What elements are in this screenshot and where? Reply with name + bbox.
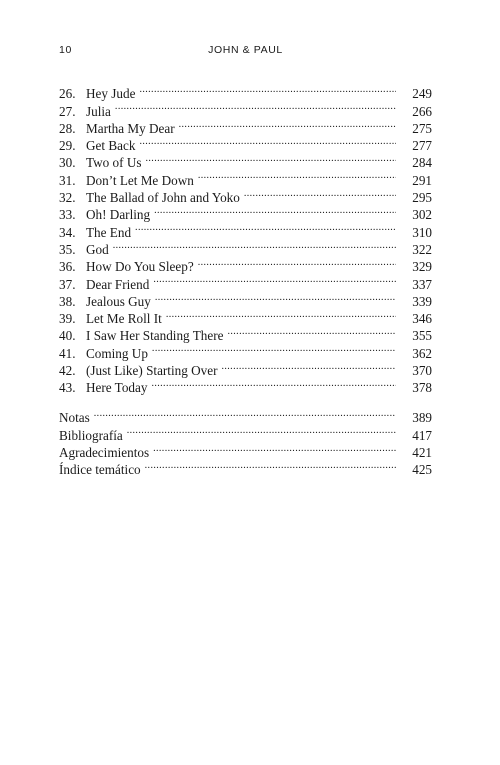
entry-title: The Ballad of John and Yoko bbox=[86, 190, 240, 206]
toc-chapter-entry bbox=[59, 81, 432, 102]
running-head bbox=[59, 44, 432, 60]
chapter-number: 33. bbox=[59, 207, 76, 223]
entry-page-number: 322 bbox=[412, 241, 432, 257]
entry-title: Bibliografía bbox=[59, 427, 123, 443]
entry-page-number: 417 bbox=[412, 427, 432, 443]
dot-leader bbox=[153, 440, 396, 457]
entry-title: Notas bbox=[59, 410, 90, 426]
entry-page-number: 284 bbox=[412, 155, 432, 171]
chapter-number: 34. bbox=[59, 224, 76, 240]
entry-page-number: 362 bbox=[412, 345, 432, 361]
entry-page-number: 425 bbox=[412, 462, 432, 478]
dot-leader bbox=[113, 237, 396, 254]
dot-leader bbox=[155, 289, 396, 306]
dot-leader bbox=[179, 116, 396, 133]
chapter-number: 43. bbox=[59, 380, 76, 396]
entry-page-number: 421 bbox=[412, 444, 432, 460]
entry-title: Jealous Guy bbox=[86, 293, 151, 309]
entry-page-number: 337 bbox=[412, 276, 432, 292]
entry-page-number: 310 bbox=[412, 224, 432, 240]
entry-title: Don’t Let Me Down bbox=[86, 172, 194, 188]
chapter-list bbox=[59, 81, 432, 396]
entry-page-number: 370 bbox=[412, 363, 432, 379]
chapter-number: 38. bbox=[59, 293, 76, 309]
entry-title: Hey Jude bbox=[86, 86, 136, 102]
entry-page-number: 302 bbox=[412, 207, 432, 223]
chapter-number: 29. bbox=[59, 138, 76, 154]
entry-title: Let Me Roll It bbox=[86, 311, 162, 327]
entry-title: Julia bbox=[86, 103, 111, 119]
chapter-number: 26. bbox=[59, 86, 76, 102]
entry-page-number: 329 bbox=[412, 259, 432, 275]
toc-backmatter-entry bbox=[59, 405, 432, 426]
chapter-number: 42. bbox=[59, 363, 76, 379]
dot-leader bbox=[154, 202, 396, 219]
toc-backmatter-entry bbox=[59, 422, 432, 443]
entry-title: Índice temático bbox=[59, 462, 141, 478]
dot-leader bbox=[127, 422, 396, 439]
entry-page-number: 295 bbox=[412, 190, 432, 206]
entry-page-number: 275 bbox=[412, 120, 432, 136]
chapter-number: 28. bbox=[59, 120, 76, 136]
chapter-number: 35. bbox=[59, 241, 76, 257]
entry-title: The End bbox=[86, 224, 132, 240]
dot-leader bbox=[166, 306, 396, 323]
book-title: JOHN & PAUL bbox=[208, 44, 283, 56]
toc-chapter-entry bbox=[59, 254, 432, 275]
entry-title: Dear Friend bbox=[86, 276, 150, 292]
entry-title: (Just Like) Starting Over bbox=[86, 363, 218, 379]
entry-page-number: 389 bbox=[412, 410, 432, 426]
entry-title: I Saw Her Standing There bbox=[86, 328, 224, 344]
chapter-number: 40. bbox=[59, 328, 76, 344]
entry-title: Two of Us bbox=[86, 155, 142, 171]
page-number: 10 bbox=[59, 44, 72, 56]
entry-page-number: 355 bbox=[412, 328, 432, 344]
dot-leader bbox=[227, 323, 396, 340]
dot-leader bbox=[139, 81, 396, 98]
entry-title: Oh! Darling bbox=[86, 207, 151, 223]
entry-title: Here Today bbox=[86, 380, 148, 396]
entry-page-number: 378 bbox=[412, 380, 432, 396]
entry-title: Agradecimientos bbox=[59, 444, 150, 460]
backmatter-list bbox=[59, 405, 432, 478]
dot-leader bbox=[152, 340, 396, 357]
entry-page-number: 346 bbox=[412, 311, 432, 327]
chapter-number: 39. bbox=[59, 311, 76, 327]
chapter-number: 27. bbox=[59, 103, 76, 119]
entry-page-number: 266 bbox=[412, 103, 432, 119]
entry-page-number: 291 bbox=[412, 172, 432, 188]
dot-leader bbox=[94, 405, 396, 422]
entry-title: Get Back bbox=[86, 138, 136, 154]
chapter-number: 32. bbox=[59, 190, 76, 206]
dot-leader bbox=[146, 150, 397, 167]
entry-title: Coming Up bbox=[86, 345, 148, 361]
dot-leader bbox=[221, 358, 396, 375]
dot-leader bbox=[198, 167, 396, 184]
toc-chapter-entry bbox=[59, 98, 432, 119]
chapter-number: 37. bbox=[59, 276, 76, 292]
entry-title: Martha My Dear bbox=[86, 120, 175, 136]
dot-leader bbox=[139, 133, 396, 150]
chapter-number: 41. bbox=[59, 345, 76, 361]
dot-leader bbox=[153, 271, 396, 288]
entry-page-number: 249 bbox=[412, 86, 432, 102]
dot-leader bbox=[145, 457, 396, 474]
chapter-number: 31. bbox=[59, 172, 76, 188]
entry-page-number: 339 bbox=[412, 293, 432, 309]
entry-page-number: 277 bbox=[412, 138, 432, 154]
toc-chapter-entry bbox=[59, 116, 432, 136]
dot-leader bbox=[244, 185, 396, 202]
dot-leader bbox=[115, 98, 396, 115]
entry-title: How Do You Sleep? bbox=[86, 259, 194, 275]
entry-title: God bbox=[86, 241, 109, 257]
chapter-number: 30. bbox=[59, 155, 76, 171]
dot-leader bbox=[135, 219, 396, 236]
dot-leader bbox=[151, 375, 396, 392]
toc-chapter-entry bbox=[59, 237, 432, 257]
dot-leader bbox=[198, 254, 396, 271]
chapter-number: 36. bbox=[59, 259, 76, 275]
